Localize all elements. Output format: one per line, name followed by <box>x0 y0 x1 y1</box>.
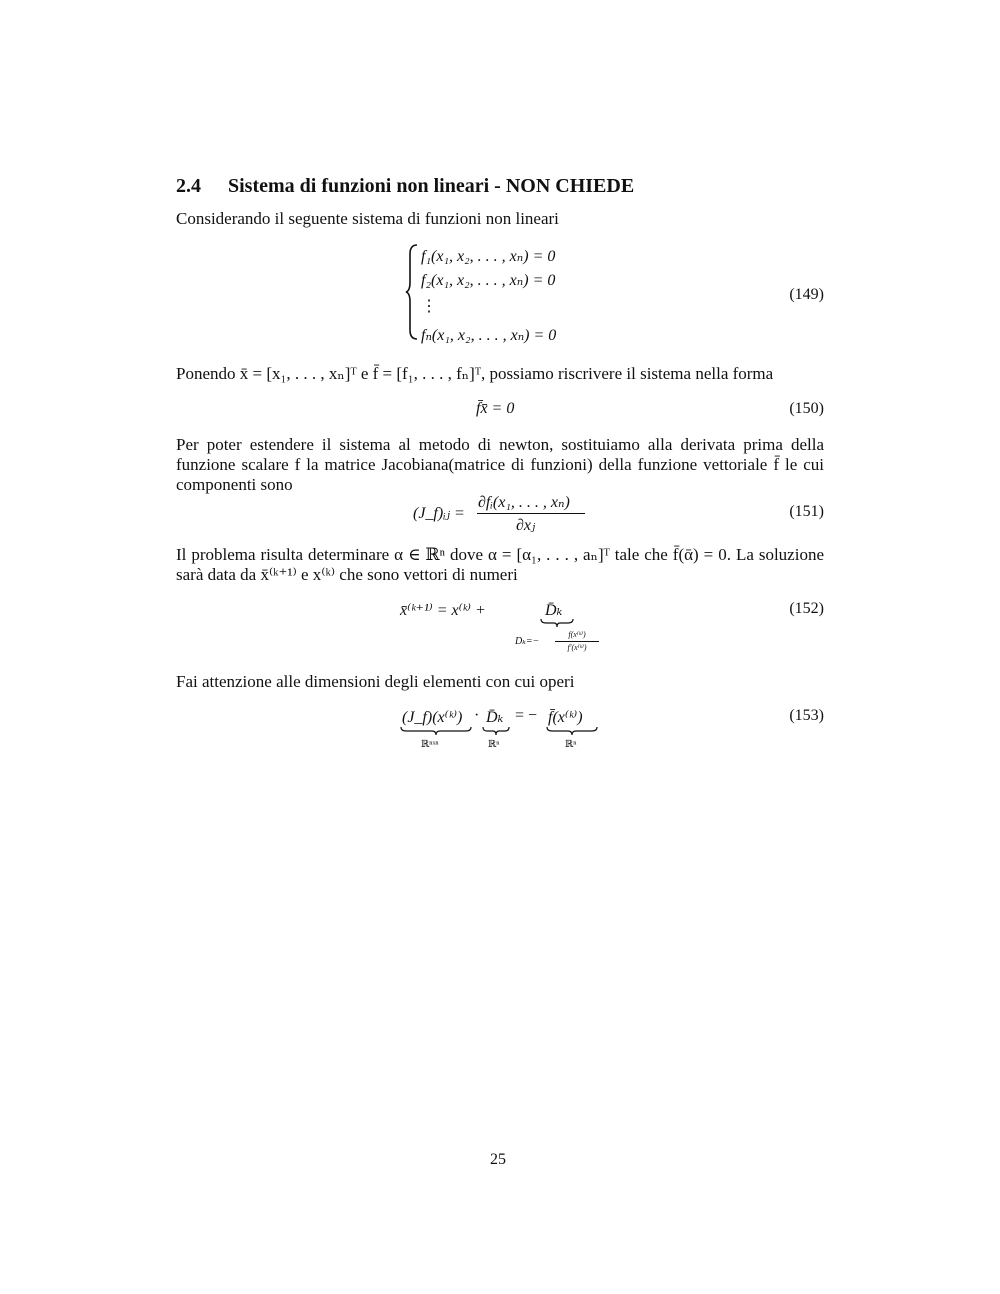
equation-151-numerator: ∂fᵢ(x₁, . . . , xₙ) <box>478 494 570 511</box>
equation-153-under-1: ℝⁿˣⁿ <box>421 739 439 750</box>
paragraph-3: Per poter estendere il sistema al metodo di newton, sostituiamo alla derivata prima della funzione scalare f la matrice Jacobiana(matrice di funzioni) della funzione vettoriale f̄ le cui componenti sono <box>176 435 824 494</box>
equation-152-term: D̄ₖ <box>545 602 563 619</box>
equation-151-lhs: (J_f)ᵢⱼ = <box>413 505 465 522</box>
equation-149-vdots: ⋮ <box>421 298 437 315</box>
paragraph-4: Il problema risulta determinare α ∈ ℝⁿ dove α = [α₁, . . . , aₙ]ᵀ tale che f̄(ᾱ) = 0. La soluzione sarà data da x̄⁽ᵏ⁺¹⁾ e x⁽ᵏ⁾ che sono vettori di numeri <box>176 545 824 584</box>
equation-152-under-lhs: Dₖ=− <box>515 636 540 647</box>
fraction-line-151 <box>477 513 585 514</box>
underbrace-153-2 <box>482 726 510 736</box>
section-number: 2.4 <box>176 175 201 197</box>
equation-150: f̄x̄ = 0 <box>476 400 515 417</box>
equation-number-152: (152) <box>789 600 824 617</box>
equation-151-denominator: ∂xⱼ <box>516 517 536 534</box>
underbrace-152 <box>540 618 574 628</box>
equation-number-151: (151) <box>789 503 824 520</box>
underbrace-153-1 <box>400 726 472 736</box>
equation-153-term-1: (J_f)(x⁽ᵏ⁾) <box>402 709 463 726</box>
equation-153-term-3: f̄(x⁽ᵏ⁾) <box>548 709 583 726</box>
equation-149-line-1: f₁(x₁, x₂, . . . , xₙ) = 0 <box>421 248 556 265</box>
equation-152-under-numerator: f(x⁽ᵏ⁾) <box>568 630 586 639</box>
paragraph-1: Considerando il seguente sistema di funzioni non lineari <box>176 209 559 228</box>
equation-152-lhs: x̄⁽ᵏ⁺¹⁾ = x⁽ᵏ⁾ + <box>400 602 486 619</box>
fraction-line-152 <box>555 641 599 642</box>
equation-153-under-3: ℝⁿ <box>565 739 577 750</box>
equation-149-line-2: f₂(x₁, x₂, . . . , xₙ) = 0 <box>421 272 556 289</box>
equation-153-term-2: D̄ₖ <box>486 709 504 726</box>
equation-152-under-denominator: f′(x⁽ᵏ⁾) <box>567 643 587 652</box>
left-brace <box>405 244 419 340</box>
page-number: 25 <box>490 1151 506 1168</box>
equation-number-149: (149) <box>789 286 824 303</box>
section-title: Sistema di funzioni non lineari - NON CHIEDE <box>228 175 635 197</box>
underbrace-153-3 <box>546 726 598 736</box>
equation-153-equals: = − <box>515 707 538 724</box>
equation-153-dot: · <box>474 707 480 724</box>
paragraph-2: Ponendo x̄ = [x₁, . . . , xₙ]ᵀ e f̄ = [f₁, . . . , fₙ]ᵀ, possiamo riscrivere il sistema nella forma <box>176 364 774 383</box>
equation-153-under-2: ℝⁿ <box>488 739 500 750</box>
equation-149-line-4: fₙ(x₁, x₂, . . . , xₙ) = 0 <box>421 327 557 344</box>
paragraph-5: Fai attenzione alle dimensioni degli elementi con cui operi <box>176 672 575 691</box>
equation-number-153: (153) <box>789 707 824 724</box>
equation-number-150: (150) <box>789 400 824 417</box>
